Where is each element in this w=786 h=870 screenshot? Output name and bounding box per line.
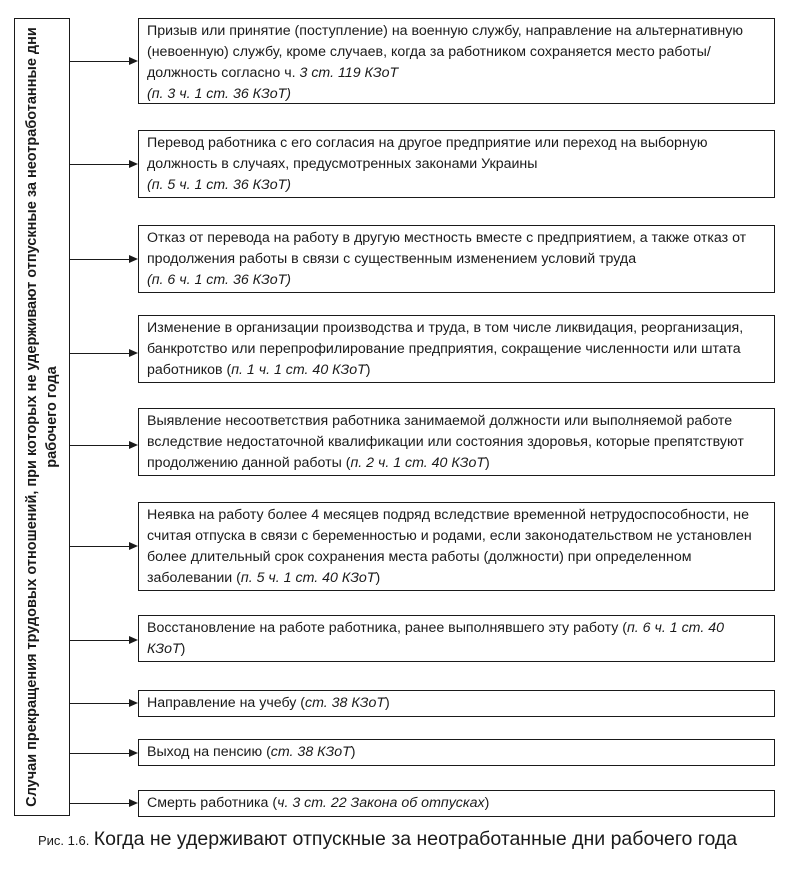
arrowhead xyxy=(129,542,138,550)
case-text: Отказ от перевода на работу в другую местность вместе с предприятием, а также отказ от продолжения работы в связи с существенным изменением условий труда xyxy=(147,230,747,267)
case-text: ) xyxy=(385,695,390,711)
arrowhead xyxy=(129,160,138,168)
case-text: Восстановление на работе работника, ранее выполнявшего эту работу ( xyxy=(147,620,627,636)
connector-line xyxy=(70,259,130,260)
connector-line xyxy=(70,753,130,754)
case-reference: ст. 38 КЗоТ xyxy=(305,695,386,711)
case-reference: (п. 6 ч. 1 ст. 36 КЗоТ) xyxy=(147,272,292,288)
case-text: Выявление несоответствия работника занимаемой должности или выполняемой работе вследствие недостаточной квалификации или состояния здоровья, которые препятствуют продолжению данной работы ( xyxy=(147,413,744,471)
case-reference: (п. 5 ч. 1 ст. 36 КЗоТ) xyxy=(147,177,292,193)
connector-line xyxy=(70,61,130,62)
arrowhead xyxy=(129,441,138,449)
connector-line xyxy=(70,445,130,446)
connector-line xyxy=(70,353,130,354)
case-text: Неявка на работу более 4 месяцев подряд вследствие временной нетрудоспособности, не считая отпуска в связи с беременностью и родами, если законодательством не установлен более длительный срок сохранения места работы (должности) при определенном заболевании ( xyxy=(147,507,752,586)
case-reference: п. 5 ч. 1 ст. 40 КЗоТ xyxy=(240,570,376,586)
case-text: ) xyxy=(484,795,490,811)
case-text: Смерть работника ( xyxy=(147,795,278,811)
arrowhead xyxy=(129,749,138,757)
case-text: Призыв или принятие (поступление) на военную службу, направление на альтернативную (невоенную) службу, кроме случаев, когда за работником сохраняется место работы/должность согласно ч. xyxy=(147,23,744,81)
case-text: Изменение в организации производства и труда, в том числе ликвидация, реорганизация, банкротство или перепрофилирование предприятия, сокращение численности или штата работников ( xyxy=(147,320,744,378)
case-reference: п. 6 ч. 1 ст. 40 КЗоТ xyxy=(147,620,724,657)
connector-line xyxy=(70,640,130,641)
case-text: ) xyxy=(180,641,186,657)
case-text: Выход на пенсию ( xyxy=(147,744,271,760)
case-box-long-absence xyxy=(138,502,775,591)
figure-caption xyxy=(38,828,737,851)
case-box-military-service xyxy=(138,18,775,104)
case-box-retirement xyxy=(138,739,775,766)
case-box-reorganization xyxy=(138,315,775,383)
case-box-reinstatement xyxy=(138,615,775,662)
case-box-study xyxy=(138,690,775,717)
case-reference: 3 ст. 119 КЗоТ xyxy=(299,65,399,81)
figure-title: Когда не удерживают отпускные за неотработанные дни рабочего года xyxy=(93,828,738,850)
case-reference: п. 2 ч. 1 ст. 40 КЗоТ xyxy=(350,455,486,471)
case-text: Направление на учебу ( xyxy=(147,695,306,711)
connector-line xyxy=(70,164,130,165)
case-reference: ст. 38 КЗоТ xyxy=(270,744,351,760)
arrowhead xyxy=(129,57,138,65)
case-box-refusal-relocation xyxy=(138,225,775,293)
case-reference: ч. 3 ст. 22 Закона об отпусках xyxy=(277,795,485,811)
case-text: Перевод работника с его согласия на другое предприятие или переход на выборную должность в случаях, предусмотренных законами Украины xyxy=(147,135,708,172)
case-text: ) xyxy=(350,744,356,760)
arrowhead xyxy=(129,699,138,707)
arrowhead xyxy=(129,255,138,263)
case-reference: п. 1 ч. 1 ст. 40 КЗоТ xyxy=(231,362,366,378)
case-text: ) xyxy=(365,362,371,378)
connector-line xyxy=(70,703,130,704)
connector-line xyxy=(70,803,130,804)
connector-line xyxy=(70,546,130,547)
arrowhead xyxy=(129,636,138,644)
case-box-death xyxy=(138,790,775,817)
figure-number: Рис. 1.6. xyxy=(38,833,90,848)
case-reference: (п. 3 ч. 1 ст. 36 КЗоТ) xyxy=(147,86,292,102)
arrowhead xyxy=(129,349,138,357)
case-text: ) xyxy=(375,570,381,586)
arrowhead xyxy=(129,799,138,807)
category-label: Случаи прекращения трудовых отношений, при которых не удерживают отпускные за неотработанные дни рабочего года xyxy=(24,27,60,807)
case-box-transfer xyxy=(138,130,775,198)
case-text: ) xyxy=(485,455,490,471)
case-box-unfitness xyxy=(138,408,775,476)
